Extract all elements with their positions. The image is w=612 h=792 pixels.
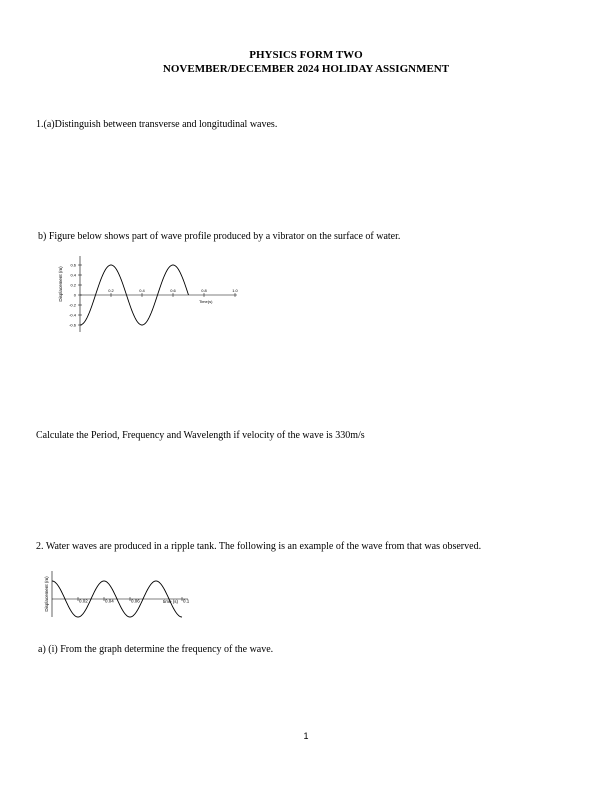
page-number: 1 [303, 731, 309, 741]
chart1-y-tick-label: -0.4 [69, 312, 76, 318]
wave-profile-chart-1 [40, 252, 250, 334]
chart1-xlabel: Time(s) [199, 299, 213, 304]
chart1-x-tick-label: 0.6 [170, 288, 176, 293]
chart1-y-tick-label: -0.2 [69, 302, 76, 308]
wave-profile-chart-2 [40, 567, 200, 619]
document-title: PHYSICS FORM TWO [249, 49, 363, 61]
chart2-x-tick-label: 0.1 [183, 598, 190, 604]
chart1-y-tick-label: -0.6 [69, 322, 76, 328]
chart2-x-tick-label: 0.06 [131, 598, 140, 604]
chart2-x-tick-label: 0.02 [79, 598, 88, 604]
question-1a: 1.(a)Distinguish between transverse and longitudinal waves. [36, 119, 278, 130]
document-subtitle: NOVEMBER/DECEMBER 2024 HOLIDAY ASSIGNMENT [162, 63, 450, 75]
chart1-x-tick-label: 0.8 [201, 288, 207, 293]
chart2-x-tick-label: 0.04 [105, 598, 114, 604]
chart2-ylabel: Displacement (m) [44, 576, 49, 612]
chart1-y-tick-label: 0.2 [70, 282, 76, 288]
question-1c: Calculate the Period, Frequency and Wavelength if velocity of the wave is 330m/s [36, 430, 365, 441]
question-2: 2. Water waves are produced in a ripple tank. The following is an example of the wave from that was observed. [36, 541, 482, 552]
chart1-y-tick-label: 0 [73, 292, 76, 298]
chart1-x-tick-label: 1.0 [232, 288, 238, 293]
chart1-x-tick-label: 0.4 [139, 288, 145, 293]
chart1-y-tick-label: 0.4 [70, 272, 76, 278]
chart2-xlabel: time (s) [163, 599, 178, 604]
question-2a: a) (i) From the graph determine the frequency of the wave. [38, 644, 274, 655]
chart1-x-tick-label: 0.2 [108, 288, 114, 293]
chart1-y-tick-label: 0.6 [70, 262, 76, 268]
chart1-ylabel: Displacement (m) [58, 266, 63, 302]
question-1b: b) Figure below shows part of wave profile produced by a vibrator on the surface of water. [38, 231, 401, 242]
